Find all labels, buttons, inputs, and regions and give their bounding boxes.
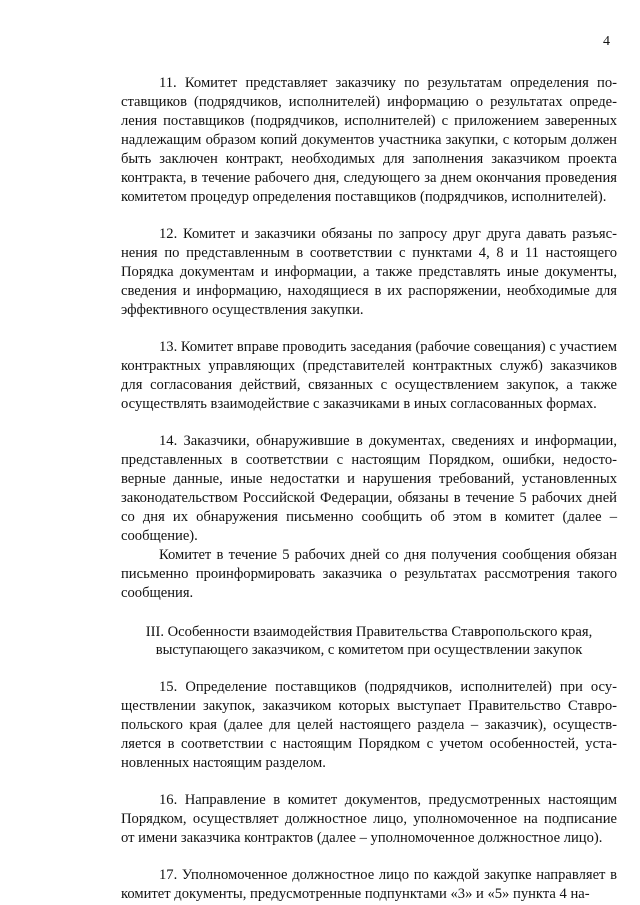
- document-body: [121, 74, 617, 904]
- paragraph-15: 15. Определение поставщиков (подрядчиков, исполнителей) при осуществлении закупок, заказчиком которых выступает Правительство Ставропольского края (далее для целей настоящего раздела – заказчик), осуществляется в соответствии с настоящим Порядком с учетом особенностей, установленных настоящим разделом.: [121, 679, 617, 771]
- paragraph-13: 13. Комитет вправе проводить заседания (рабочие совещания) с участием контрактных управляющих (представителей контрактных служб) заказчиков для согласования действий, связанных с осуществлением закупок, а также осуществлять взаимодействие с заказчиками в иных согласованных формах.: [121, 339, 617, 412]
- paragraph-14: 14. Заказчики, обнаружившие в документах, сведениях и информации, представленных в соответствии с настоящим Порядком, ошибки, недостоверные данные, иные недостатки и нарушения требований, установленных законодательством Российской Федерации, обязаны в течение 5 рабочих дней со дня их обнаружения письменно сообщить об этом в комитет (далее – сообщение).: [121, 433, 617, 544]
- paragraph-17: 17. Уполномоченное должностное лицо по каждой закупке направляет в комитет документы, предусмотренные подпунктами «3» и «5» пункта 4 на-: [121, 867, 617, 902]
- paragraph-14-continuation: Комитет в течение 5 рабочих дней со дня получения сообщения обязан письменно проинформировать заказчика о результатах рассмотрения такого сообщения.: [121, 547, 617, 601]
- paragraph-12: 12. Комитет и заказчики обязаны по запросу друг друга давать разъяснения по представленным в соответствии с пунктами 4, 8 и 11 настоящего Порядка документам и информации, а также представлять иные документы, сведения и информацию, находящиеся в их распоряжении, необходимые для эффективного осуществления закупки.: [121, 226, 617, 318]
- section-heading-line-1: III. Особенности взаимодействия Правительства Ставропольского края,: [145, 624, 593, 640]
- page-number: 4: [603, 34, 610, 49]
- paragraph-11: 11. Комитет представляет заказчику по результатам определения поставщиков (подрядчиков, исполнителей) информацию о результатах определения поставщиков (подрядчиков, исполнителей) с приложением заверенных надлежащим образом копий документов участника закупки, с которым должен быть заключен контракт, необходимых для заполнения заказчиком проекта контракта, в течение рабочего дня, следующего за днем окончания проведения комитетом процедур определения поставщиков (подрядчиков, исполнителей).: [121, 75, 617, 205]
- section-heading-iii: [121, 623, 617, 659]
- paragraph-16: 16. Направление в комитет документов, предусмотренных настоящим Порядком, осуществляет должностное лицо, уполномоченное на подписание от имени заказчика контрактов (далее – уполномоченное должностное лицо).: [121, 792, 617, 846]
- section-heading-line-2: выступающего заказчиком, с комитетом при осуществлении закупок: [155, 642, 583, 658]
